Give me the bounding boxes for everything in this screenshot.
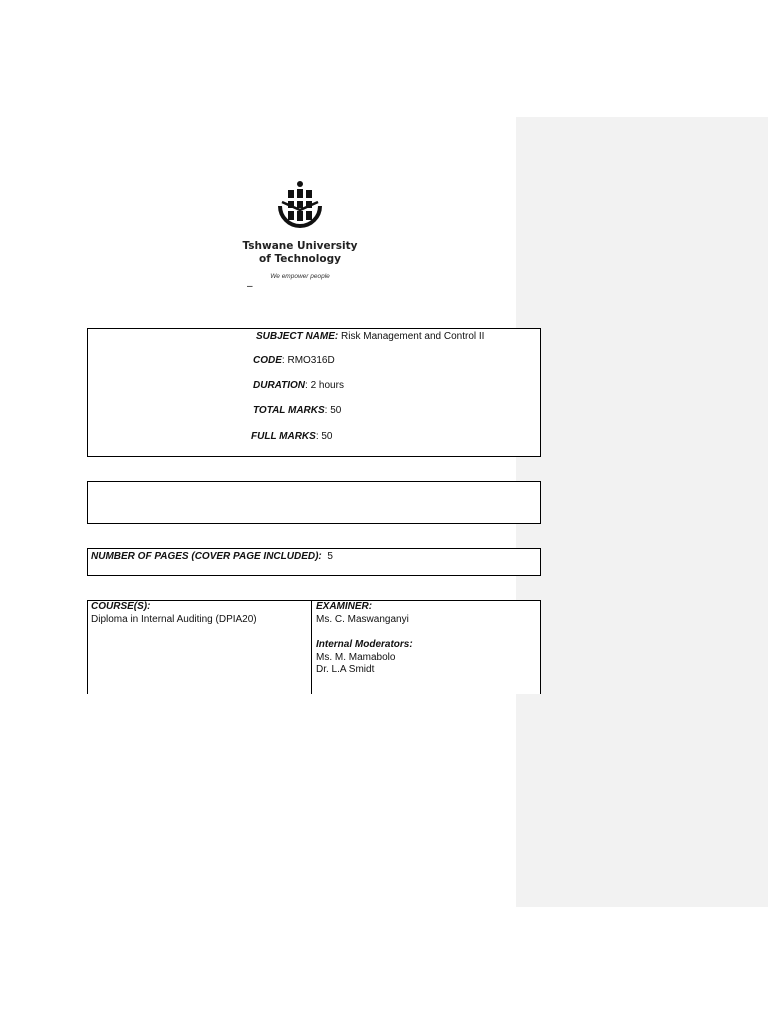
course-value: Diploma in Internal Auditing (DPIA20) [91, 613, 257, 625]
dash-mark: – [247, 281, 253, 292]
subject-details-box [87, 328, 541, 457]
code-label: CODE [253, 355, 282, 366]
full-marks-value: 50 [321, 431, 333, 442]
total-marks-value: 50 [330, 405, 342, 416]
examiner-column [316, 601, 413, 677]
moderators-label: Internal Moderators: [316, 639, 413, 650]
tut-emblem-icon [270, 180, 330, 238]
course-examiner-table [87, 600, 541, 694]
page-count-label: NUMBER OF PAGES (COVER PAGE INCLUDED) [91, 551, 319, 562]
duration-value: 2 hours [310, 380, 344, 391]
total-marks-row: TOTAL MARKS: 50 [253, 405, 342, 416]
course-label: COURSE(S) [91, 601, 148, 612]
page-count-box [87, 548, 541, 576]
total-marks-label: TOTAL MARKS [253, 405, 325, 416]
subject-name-row: SUBJECT NAME: Risk Management and Control II [256, 331, 485, 342]
university-name-line1: Tshwane University [242, 240, 358, 252]
page-count-value: 5 [327, 551, 333, 562]
column-divider [311, 601, 312, 694]
university-tagline: We empower people [270, 273, 330, 280]
moderator-item: Ms. M. Mamabolo [316, 651, 396, 663]
full-marks-row: FULL MARKS: 50 [251, 431, 333, 442]
duration-label: DURATION [253, 380, 306, 391]
page-count-row: NUMBER OF PAGES (COVER PAGE INCLUDED): 5 [91, 551, 333, 562]
code-value: RMO316D [287, 355, 335, 366]
examiner-label: EXAMINER: [316, 601, 373, 612]
empty-box [87, 481, 541, 524]
comment-pane [516, 117, 768, 907]
code-row: CODE: RMO316D [253, 355, 335, 366]
duration-row: DURATION: 2 hours [253, 380, 344, 391]
course-column: COURSE(S): Diploma in Internal Auditing (DPIA20) [91, 601, 257, 625]
subject-name-value: Risk Management and Control II [341, 331, 485, 342]
full-marks-label: FULL MARKS [251, 431, 316, 442]
university-name-line2: of Technology [259, 253, 341, 265]
moderator-item: Dr. L.A Smidt [316, 664, 375, 675]
subject-name-label: SUBJECT NAME [256, 331, 335, 342]
examiner-value: Ms. C. Maswanganyi [316, 613, 409, 625]
university-logo [230, 180, 370, 280]
